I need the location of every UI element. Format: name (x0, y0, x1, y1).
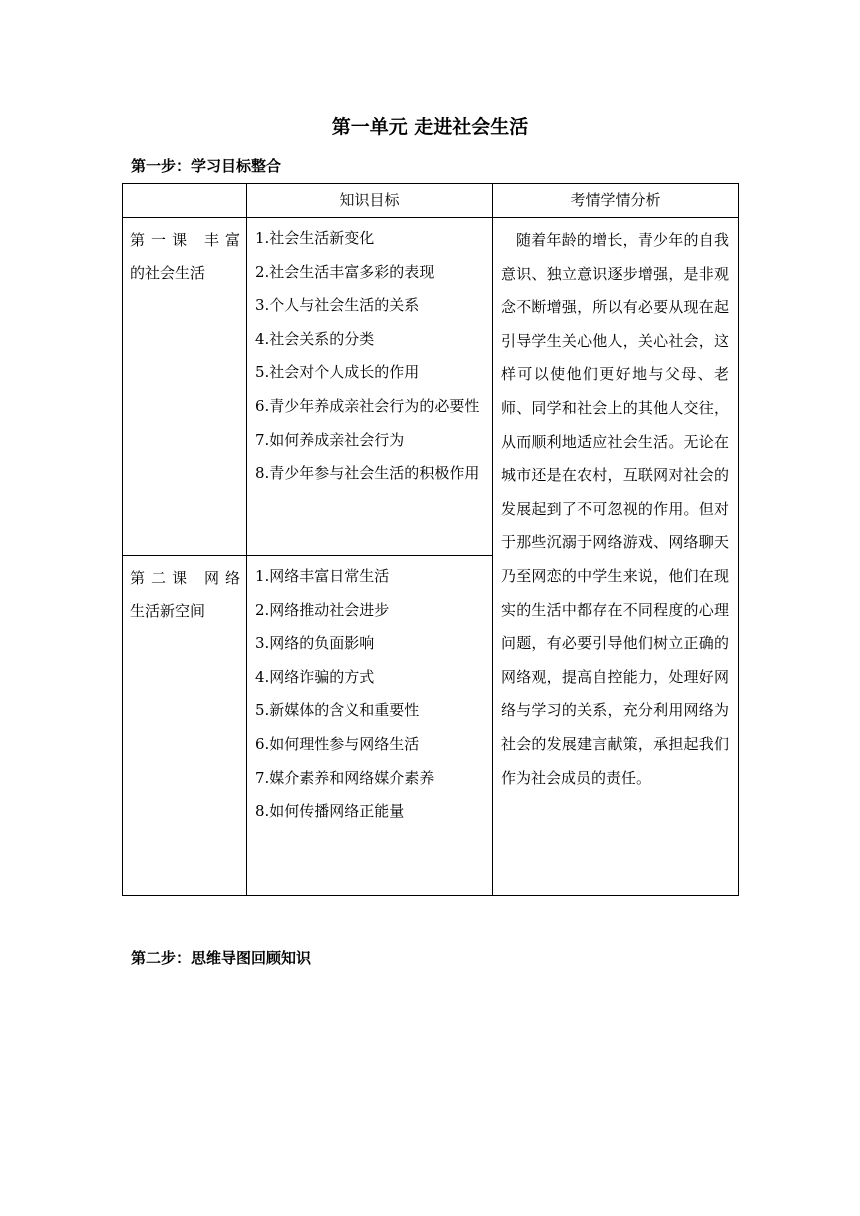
list-item: 7.媒介素养和网络媒介素养 (255, 768, 435, 787)
page-title: 第一单元 走进社会生活 (331, 116, 529, 138)
lesson-1-name (123, 218, 247, 556)
lesson-1-name-line1: 第一课 丰富 (130, 231, 240, 249)
lesson-1-goals (247, 218, 493, 556)
list-item: 2.网络推动社会进步 (255, 600, 390, 619)
analysis-cell (493, 218, 739, 896)
list-item: 1.社会生活新变化 (255, 229, 375, 247)
lesson-2-name (123, 556, 247, 896)
step-2-heading: 第二步：思维导图回顾知识 (131, 949, 312, 967)
list-item: 8.如何传播网络正能量 (255, 802, 405, 821)
list-item: 5.社会对个人成长的作用 (255, 363, 420, 382)
list-item: 8.青少年参与社会生活的积极作用 (255, 464, 480, 483)
list-item: 4.社会关系的分类 (255, 329, 375, 348)
step-1-heading: 第一步：学习目标整合 (131, 157, 282, 175)
list-item: 5.新媒体的含义和重要性 (255, 701, 420, 720)
list-item: 2.社会生活丰富多彩的表现 (255, 262, 435, 281)
lesson-2-name-line2: 生活新空间 (130, 602, 206, 620)
list-item: 1.网络丰富日常生活 (255, 567, 390, 585)
lesson-2-goals (247, 556, 493, 896)
learning-goals-table (122, 183, 739, 896)
header-knowledge-goals: 知识目标 (247, 184, 493, 218)
table-row (123, 218, 739, 556)
list-item: 6.如何理性参与网络生活 (255, 734, 420, 753)
table-header-row (123, 184, 739, 218)
header-analysis: 考情学情分析 (493, 184, 739, 218)
list-item: 6.青少年养成亲社会行为的必要性 (255, 396, 480, 415)
header-empty (123, 184, 247, 218)
lesson-1-name-line2: 的社会生活 (130, 264, 206, 282)
lesson-2-name-line1: 第二课 网络 (130, 569, 240, 587)
list-item: 3.网络的负面影响 (255, 634, 375, 653)
analysis-text: 随着年龄的增长，青少年的自我意识、独立意识逐步增强，是非观念不断增强，所以有必要从现在起引导学生关心他人，关心社会，这样可以使他们更好地与父母、老师、同学和社会上的其他人交往，从而顺利地适应社会生活。无论在城市还是在农村，互联网对社会的发展起到了不可忽视的作用。但对于那些沉溺于网络游戏、网络聊天乃至网恋的中学生来说，他们在现实的生活中都存在不同程度的心理问题，有必要引导他们树立正确的网络观，提高自控能力，处理好网络与学习的关系，充分利用网络为社会的发展建言献策，承担起我们作为社会成员的责任。 (501, 231, 729, 787)
list-item: 4.网络诈骗的方式 (255, 667, 375, 686)
list-item: 3.个人与社会生活的关系 (255, 296, 420, 315)
list-item: 7.如何养成亲社会行为 (255, 430, 405, 449)
